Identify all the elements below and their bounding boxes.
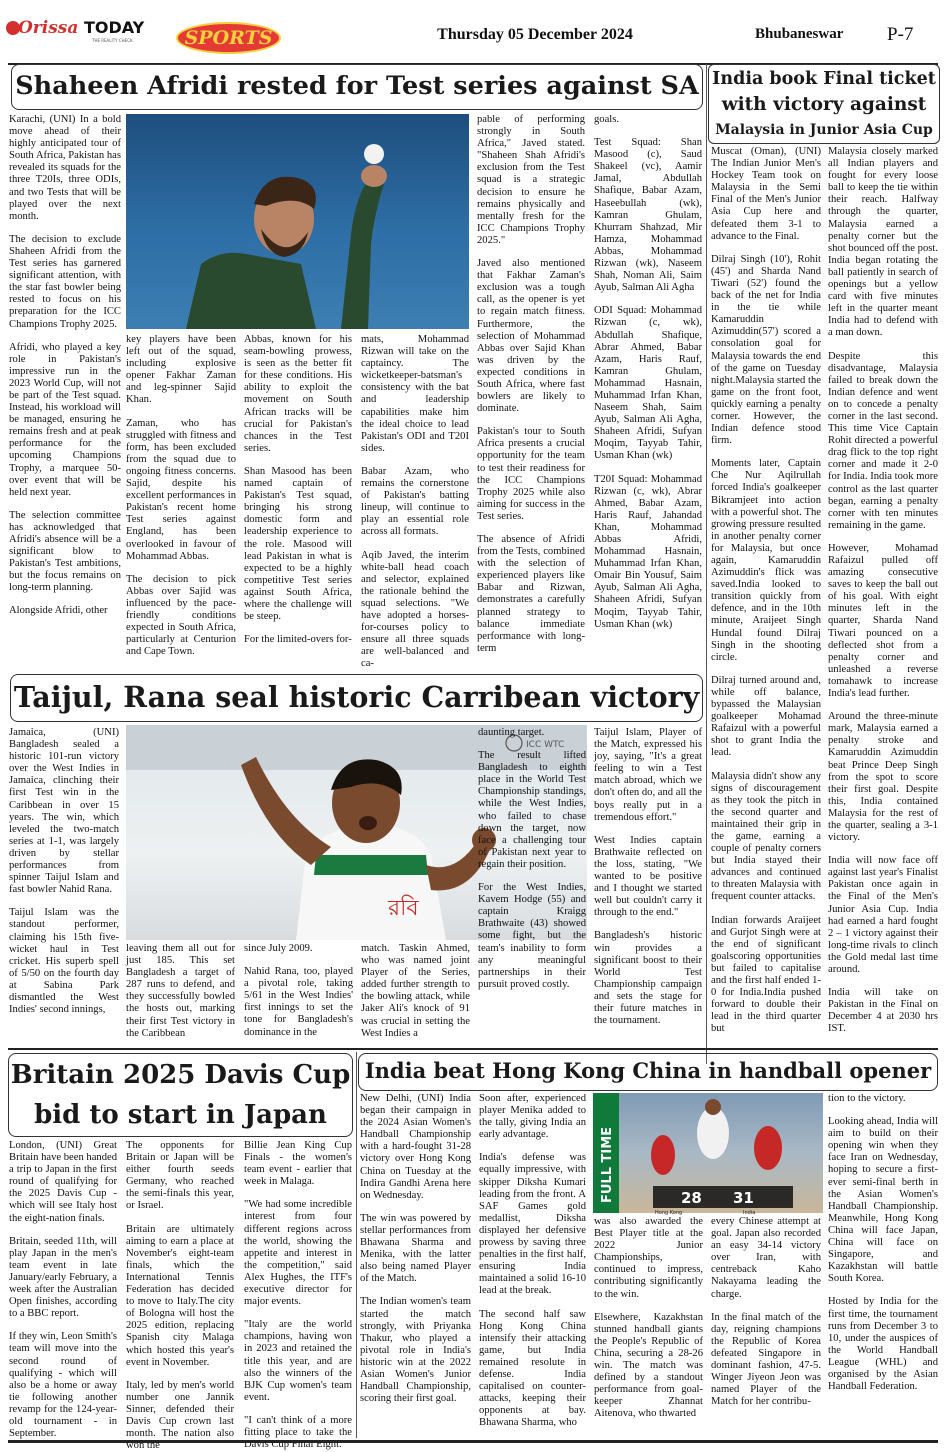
player-hongkong-2 xyxy=(651,1135,675,1175)
team-hongkong: Hong Kong xyxy=(655,1210,683,1216)
logo-orissa: Orissa xyxy=(18,18,79,38)
logo-today: TODAY xyxy=(84,18,145,37)
story1-col1: Karachi, (UNI) In a bold move ahead of their highly anticipated tour of South Africa, Pakistan has revealed its squads for the three T20Is, three ODIs, and two Tests that will be played over the next month. The decision to exclude Shaheen Afridi from the Test series has garnered significant attention, with the star fast bowler being rested to focus on his preparation for the ICC Champions Trophy 2025. Afridi, who played a key role in Pakistan's impressive run in the 2023 World Cup, will not be part of the Test squad. Instead, his workload will be managed, ensuring he remains fresh and at peak performance for the upcoming Champions Trophy, a marquee 50-over event that will be held next year. The selection committee has acknowledged that Afridi's absence will be a significant blow to Pakistan's Test ambitions, but the focus remains on long-term planning. Alongside Afridi, other xyxy=(9,114,121,617)
dateline-city: Bhubaneswar xyxy=(755,26,844,42)
icc-wtc-logo: ICC WTC xyxy=(526,740,565,750)
story1-headline: Shaheen Afridi rested for Test series against SA xyxy=(15,71,699,101)
story2-headline-line1: India book Final ticket xyxy=(712,69,936,89)
page-number: P-7 xyxy=(887,24,914,45)
story1-col6: goals. Test Squad: Shan Masood (c), Saud Shakeel (vc), Aamir Jamal, Abdullah Shafique, Babar Azam, Haseebullah (wk), Kamran Ghulam, Khurram Shahzad, Mir Hamza, Mohammad Abbas, Mohammad Rizwan (wk), Naseem Shah, Noman Ali, Saim Ayub, Salman Ali Agha ODI Squad: Mohammad Rizwan (c, wk), Abdullah Shafique, Abrar Ahmed, Babar Azam, Haris Rauf, Kamran Ghulam, Mohammad Hasnain, Muhammad Irfan Khan, Naseem Shah, Saim Ayub, Salman Ali Agha, Shaheen Afridi, Sufyan Moqim, Tayyab Tahir, Usman Khan (wk) T20I Squad: Mohammad Rizwan (c, wk), Abrar Ahmed, Babar Azam, Haris Rauf, Jahandad Khan, Mohammad Abbas Afridi, Mohammad Hasnain, Muhammad Irfan Khan, Omair Bin Yousuf, Saim Ayub, Salman Ali Agha, Shaheen Afridi, Sufyan Moqim, Tayyab Tahir, Usman Khan (wk) xyxy=(594,114,702,630)
player-body xyxy=(186,253,316,329)
cricket-ball xyxy=(364,144,384,164)
story1-col3: Abbas, known for his seam-bowling prowess, is seen as the better fit for these conditions. His ability to exploit the movement on South African tracks will be crucial for Pakistan's chances in the Test series. Shan Masood has been named captain of Pakistan's Test squad, bringing his strong domestic form and leadership experience to the role. Masood will lead Pakistan in what is expected to be a highly competitive Test series against South Africa, where the challenge will be steep. For the limited-overs for- xyxy=(244,334,352,646)
story2-headline-line2: with victory against xyxy=(721,94,927,115)
score-hongkong: 28 xyxy=(681,1189,702,1207)
story2-col2: Malaysia closely marked all Indian players and fought for every loose ball to keep the tie within their reach. Halfway through the quarter, Malaysia earned a penalty corner but the shot bounced off the post. India began rotating the ball patiently in search of openings but a yellow card with five minutes left in the quarter meant India had to defend with a man down. Despite this disadvantage, Malaysia failed to break down the Indian defence and went on to concede a penalty corner in the last second. This time Vice Captain Rohit directed a powerful drag flick to the top right corner and made it 2-0 for India. India took more control as the last quarter began, earning a penalty corner with ten minutes remaining in the game. However, Mohamad Rafaizul pulled off amazing consecutive saves to keep the ball out of his goal. With eight minutes left in the quarter, Sharda Nand Tiwari pounced on a deflected shot from a penalty corner and unleashed a reverse tomahawk to increase India's lead further. Around the three-minute mark, Malaysia earned a penalty stroke and Kamaruddin Azimuddin beat Prince Deep Singh from the spot to score their first goal. Despite this, India contained Malaysia for the rest of the quarter, sealing a 3-1 victory. India will now face off against last year's Finalist Pakistan once again in the Final of the Men's Junior Asia Cup. India had earned a hard fought 2 – 1 victory against their long-time rivals to clinch the Gold medal last time around. India will take on Pakistan in the Final on December 4 at 2030 hrs IST. xyxy=(828,146,938,1035)
player-head xyxy=(705,1099,721,1115)
masthead xyxy=(0,0,945,62)
story3-col2: leaving them all out for just 185. This set Bangladesh a target of 287 runs to defend, and they successfully bowled the hosts out, marking their first Test victory in the Caribbean xyxy=(126,943,235,1039)
story5-headline: India beat Hong Kong China in handball opener xyxy=(364,1058,932,1083)
player-hand xyxy=(361,165,387,187)
story4-headline-line2: bid to start in Japan xyxy=(34,1100,327,1130)
section-label: SPORTS xyxy=(184,27,273,49)
story5-col5: tion to the victory. Looking ahead, India will aim to build on their opening win when they face Iran on Wednesday, hoping to secure a first-ever semi-final berth in the Asian Women's Handball Championship. Meanwhile, Hong Kong China will face Japan, China will face on Singapore, and Kazakhstan will battle South Korea. Hosted by India for the first time, the tournament runs from December 3 to 10, under the auspices of the World Handball League (WHL) and organised by the Asian Handball Federation. xyxy=(828,1093,938,1393)
story5-col2: Soon after, experienced player Menika added to the tally, giving India an early advantage. India's defense was equally impressive, with skipper Diksha Kumari leading from the front. A SAF Games gold medallist, Diksha displayed her defensive prowess by saving three penalties in the first half, ensuring India maintained a solid 16-10 lead at the break. The second half saw Hong Kong China intensify their attacking game, but India remained resolute in defense. India capitalised on counter-attacks, keeping their opponents at bay. Bhawana Sharma, who xyxy=(479,1093,586,1429)
story5-col4: every Chinese attempt at goal. Japan also recorded an easy 34-14 victory over Iran, with centreback Kaho Nakayama leading the charge. In the final match of the day, reigning champions the Republic of Korea defeated Singapore in dominant fashion, 47-5. Winger Jiyeon Jeon was named Player of the Match for her contribu- xyxy=(711,1216,821,1408)
story3-col4: match. Taskin Ahmed, who was named joint Player of the Series, added further strength to the bowling attack, while Jaker Ali's knock of 91 was crucial in setting the West Indies a xyxy=(361,943,470,1039)
player-left-arm xyxy=(241,757,331,865)
story3-col3: since July 2009. Nahid Rana, too, played a pivotal role, taking 5/61 in the West Indies' first innings to set the tone for Bangladesh's dominance in the xyxy=(244,943,353,1038)
story3-col6: Taijul Islam, Player of the Match, expressed his joy, saying, "It's a great feeling to win a Test match abroad, which we don't often do, and all the boys really put in a tremendous effort." West Indies captain Brathwaite reflected on the loss, stating, "We wanted to be positive and I thought we started well but couldn't carry it through to the end." Bangladesh's historic win provides a significant boost to their World Test Championship campaign and sets the stage for their future matches in the tournament. xyxy=(594,727,702,1027)
logo-tagline: THE REALITY CHECK xyxy=(92,38,133,43)
divider xyxy=(706,64,707,1064)
section-badge xyxy=(176,22,281,54)
score-india: 31 xyxy=(733,1189,754,1207)
story5-col1: New Delhi, (UNI) India began their campaign in the 2024 Asian Women's Handball Championship with a hard-fought 31-28 victory over Hong Kong China on Tuesday at the Indira Gandhi Arena here on Wednesday. The win was powered by stellar performances from Bhawana Sharma and Menika, with the latter also being named Player of the Match. The Indian women's team started the match strongly, with Priyanka Thakur, who played a pivotal role in India's historic win at the 2022 Asian Women's Junior Handball Championship, scoring their first goal. xyxy=(360,1093,471,1405)
story3-col1: Jamaica, (UNI) Bangladesh sealed a historic 101-run victory over the West Indies in Jamaica, clinching their first Test win in the Caribbean in over 15 years. The win, which leveled the two-match series at 1-1, was largely driven by stellar performances from spinner Taijul Islam and fast bowler Nahid Rana. Taijul Islam was the standout performer, claiming his 15th five-wicket haul in Test cricket. His superb spell of 5/50 on the fourth day at Sabina Park dismantled the West Indies' second innings, xyxy=(9,727,119,1016)
player-mouth xyxy=(359,816,377,830)
story1-col4: mats, Mohammad Rizwan will take on the captaincy. The wicketkeeper-batsman's consistency with the bat and leadership capabilities make him the ideal choice to lead Pakistan's ODI and T20I sides. Babar Azam, who remains the cornerstone of Pakistan's batting lineup, will continue to play an essential role across all formats. Aqib Javed, the interim white-ball head coach and selector, explained the rationale behind the squad selections. "We have adopted a horses-for-courses policy to ensure all three squads are well-balanced and ca- xyxy=(361,334,469,670)
story4-col2: The opponents for Britain or Japan will be either fourth seeds Germany, who reached the semi-finals this year, or Israel. Britain are ultimately aiming to earn a place at November's eight-team finals, which the International Tennis Federation has decided to move to Italy.The city of Bologna will host the 2025 edition, replacing Spanish city Malaga which hosted this year's event in November. Italy, led by men's world number one Jannik Sinner, defended their Davis Cup crown last month. The nation also won the xyxy=(126,1140,234,1452)
full-time-label: FULL TIME xyxy=(600,1126,615,1203)
issue-date: Thursday 05 December 2024 xyxy=(437,26,633,43)
footer-rule xyxy=(8,1440,938,1443)
story3-headline: Taijul, Rana seal historic Carribean victory xyxy=(13,680,700,714)
jersey-stripe xyxy=(314,855,428,875)
story3-col5: daunting target. The result lifted Bangladesh to eighth place in the World Test Championship standings, while the West Indies, who failed to chase down the target, now face a challenging tour of Pakistan next year to regain their position. For the West Indies, Kavem Hodge (55) and captain Kraigg Brathwaite (43) showed some fight, but the team's inability to form any meaningful partnerships in their pursuit proved costly. xyxy=(478,727,586,990)
story4-headline-line1: Britain 2025 Davis Cup xyxy=(10,1060,351,1090)
story4-col1: London, (UNI) Great Britain have been handed a trip to Japan in the first round of qualifying for the 2025 Davis Cup - which will see Italy host the eight-nation finals. Britain, seeded 11th, will play Japan in the men's team event in late January/early February, a week after the Australian Open finishes, according to a BBC report. If they win, Leon Smith's team will move into the second round of qualifying - which will also be a home or away tie following another revamp for the 124-year-old tournament - in September. xyxy=(9,1140,117,1440)
player-hongkong xyxy=(754,1126,782,1170)
story4-col3: Billie Jean King Cup Finals - the women's team event - earlier that week in Malaga. "We had some incredible interest from four different regions across the world, showing the appetite and interest in the competition," said Alex Hughes, the ITF's executive director for major events. "Italy are the world champions, having won in 2023 and retained the title this year, and are also the winners of the BJK Cup women's team event. "I can't think of a more fitting place to take the Davis Cup Final Eight." xyxy=(244,1140,352,1451)
story1-photo-afridi xyxy=(126,114,469,329)
story2-col1: Muscat (Oman), (UNI) The Indian Junior Men's Hockey Team took on Malaysia in the Semi Final of the Men's Junior Asia Cup here and defeated them 3-1 to advance to the Final. Dilraj Singh (10'), Rohit (45') and Sharda Nand Tiwari (52') found the back of the net for India in the tie while Kamaruddin Azimuddin(57') scored a consolation goal for Malaysia towards the end of the game on Tuesday night.Malaysia started the game on the front foot, quickly earning a penalty corner. However, the Indian defence stood firm. Moments later, Captain Che Nur Aqilrullah forced India's goalkeeper Bikramjeet into action with a powerful shot. The growing pressure resulted in another penalty corner for Malaysia, but once again, Kamaruddin Azimuddin's flick was saved.India looked to transition quickly from defence, and in the 10th minute, Araijeet Singh Hundal found Dilraj Singh in the shooting circle. Dilraj turned around and, while off balance, bypassed the Malaysian goalkeeper Mohamad Rafaizul with a powerful shot to grant India the lead. Malaysia didn't show any signs of discouragement as they took the pitch in the second quarter and maintained their grip in the game, earning a couple of penalty corners but India stayed their advances and continued to threaten Malaysia with frequent counter attacks. Indian forwards Araijeet and Gurjot Singh were at the end of significant goalscoring opportunities but failed to capitalise and the first half ended 1-0 for India.India pushed forward to double their lead in the third quarter but xyxy=(711,146,821,1035)
divider xyxy=(356,1052,357,1438)
story1-col5: pable of performing strongly in South Africa," Javed stated. "Shaheen Shah Afridi's exclusion from the Test squad is a strategic decision to ensure he remains physically and mentally fresh for the ICC Champions Trophy 2025." Javed also mentioned that Fakhar Zaman's exclusion was a tough call, as the opener is yet to regain match fitness. Furthermore, the selection of Mohammad Abbas over Sajid Khan was driven by the expected conditions in South Africa, where fast bowlers are likely to dominate. Pakistan's tour to South Africa presents a crucial opportunity for the team to test their readiness for the ICC Champions Trophy 2025 while also aiming for success in the Test series. The absence of Afridi from the Tests, combined with the selection of experienced players like Babar and Rizwan, demonstrates a carefully planned strategy to balance immediate performance with long-term xyxy=(477,114,585,654)
player-arm xyxy=(341,176,384,329)
scoreboard xyxy=(653,1186,793,1208)
section-rule xyxy=(8,1048,938,1050)
team-india: India xyxy=(743,1210,756,1216)
story1-col2: key players have been left out of the squad, including explosive opener Fakhar Zaman and leg-spinner Sajid Khan. Zaman, who has struggled with fitness and form, has been excluded from the squad due to ongoing fitness concerns. Sajid, despite his excellent performances in Pakistan's recent home Test series against England, has been overlooked in favour of Mohammad Abbas. The decision to pick Abbas over Sajid was influenced by the pace-friendly conditions expected in South Africa, particularly at Centurion and Cape Town. xyxy=(126,334,236,658)
logo xyxy=(6,18,151,58)
story5-photo-handball xyxy=(593,1093,823,1216)
story2-subhead: Malaysia in Junior Asia Cup xyxy=(715,122,933,138)
jersey-sponsor: রবি xyxy=(388,896,419,921)
story5-col3: was also awarded the Best Player title at the 2022 Junior Championships, continued to impress, contributing significantly to the win. Elsewhere, Kazakhstan stunned handball giants the People's Republic of China, securing a 28-26 win. The match was defined by a standout performance from goal-keeper Zhannat Aitenova, who thwarted xyxy=(594,1216,703,1420)
